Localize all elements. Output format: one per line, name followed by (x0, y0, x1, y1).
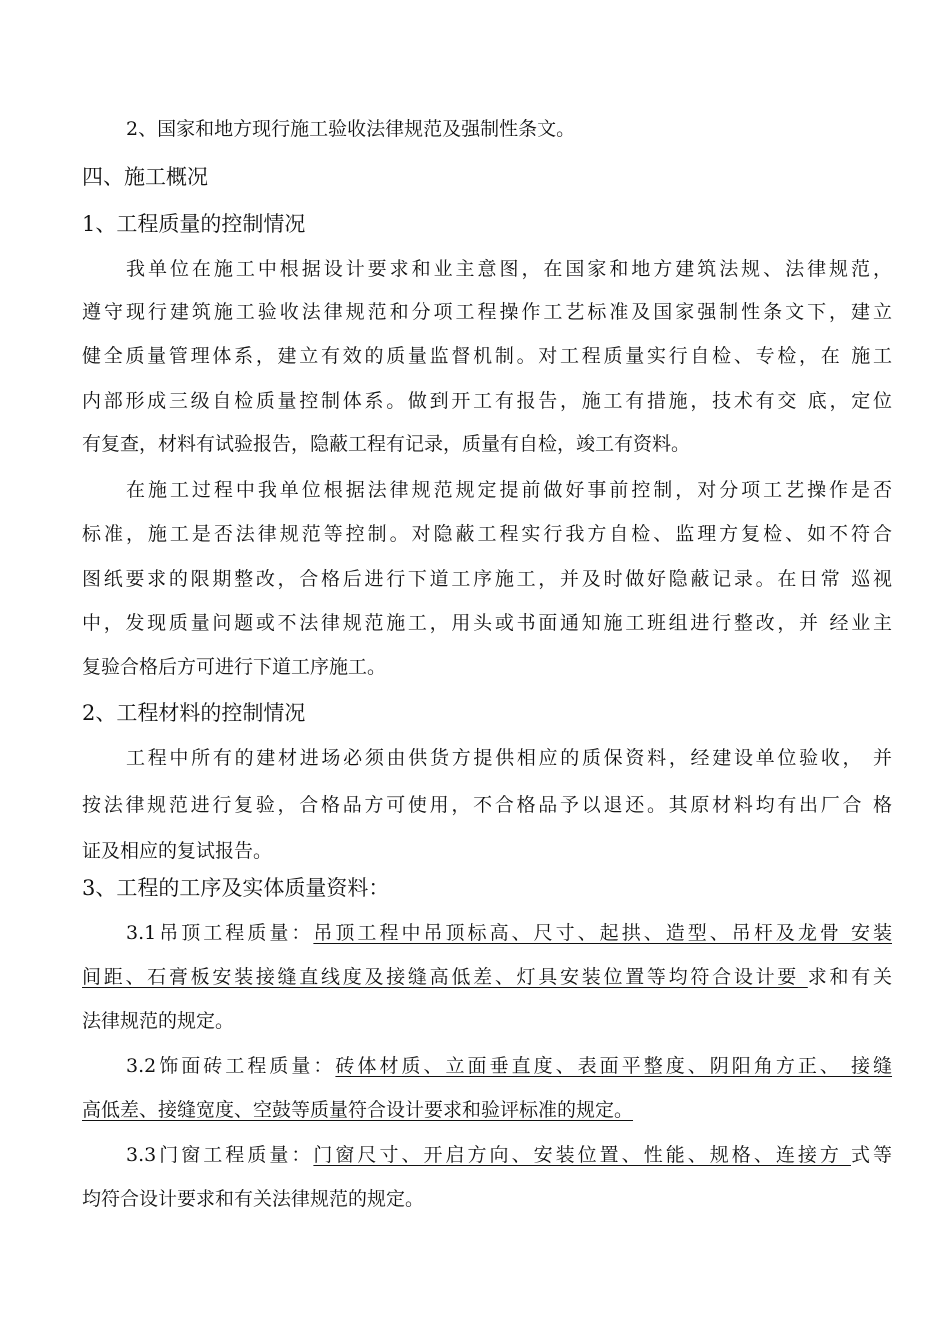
paragraph-line: 复验合格后方可进行下道工序施工。 (82, 656, 387, 678)
underlined-text: 间距、石膏板安装接缝直线度及接缝高低差、灯具安装位置等均符合设计要 (82, 966, 808, 988)
subsection-heading: 3、工程的工序及实体质量资料： (82, 876, 390, 900)
paragraph-line: 我单位在施工中根据设计要求和业主意图，在国家和地方建筑法规、法律规范， (126, 258, 892, 280)
section-heading: 四、施工概况 (82, 165, 208, 189)
paragraph-line: 均符合设计要求和有关法律规范的规定。 (82, 1188, 425, 1210)
paragraph-line (82, 1053, 892, 1079)
subsection-heading: 2、工程材料的控制情况 (82, 701, 306, 725)
item-lead: 3.3门窗工程质量： (126, 1144, 314, 1166)
paragraph-line (82, 920, 892, 946)
underlined-text: 门窗尺寸、开启方向、安装位置、性能、规格、连接方 (313, 1144, 851, 1166)
subsection-heading: 1、工程质量的控制情况 (82, 212, 306, 236)
paragraph-line: 按法律规范进行复验，合格品方可使用，不合格品予以退还。其原材料均有出厂合 格 (82, 794, 892, 816)
paragraph-line: 2、国家和地方现行施工验收法律规范及强制性条文。 (126, 118, 576, 140)
paragraph-line: 在施工过程中我单位根据法律规范规定提前做好事前控制，对分项工艺操作是否 (126, 479, 892, 501)
plain-text: 式等 (850, 1144, 892, 1166)
underlined-text: 砖体材质、立面垂直度、表面平整度、阴阳角方正、 接缝 (335, 1055, 893, 1077)
paragraph-line: 标准，施工是否法律规范等控制。对隐蔽工程实行我方自检、监理方复检、如不符合 (82, 523, 892, 545)
paragraph-line: 法律规范的规定。 (82, 1010, 235, 1032)
paragraph-line: 图纸要求的限期整改，合格后进行下道工序施工，并及时做好隐蔽记录。在日常 巡视 (82, 568, 892, 590)
item-lead: 3.2饰面砖工程质量： (126, 1055, 336, 1077)
paragraph-line (82, 1097, 892, 1123)
paragraph-line: 证及相应的复试报告。 (82, 840, 273, 862)
paragraph-line: 有复查，材料有试验报告，隐蔽工程有记录，质量有自检，竣工有资料。 (82, 433, 691, 455)
paragraph-line: 中，发现质量问题或不法律规范施工，用头或书面通知施工班组进行整改，并 经业主 (82, 612, 892, 634)
item-lead: 3.1吊顶工程质量： (126, 922, 314, 944)
underlined-text: 高低差、接缝宽度、空鼓等质量符合设计要求和验评标准的规定。 (82, 1099, 634, 1121)
underlined-text: 吊顶工程中吊顶标高、尺寸、起拱、造型、吊杆及龙骨 安装 (313, 922, 892, 944)
paragraph-line (82, 964, 892, 990)
paragraph-line: 遵守现行建筑施工验收法律规范和分项工程操作工艺标准及国家强制性条文下，建立 (82, 301, 892, 323)
paragraph-line (82, 1142, 892, 1168)
paragraph-line: 健全质量管理体系，建立有效的质量监督机制。对工程质量实行自检、专检，在 施工 (82, 345, 892, 367)
paragraph-line: 内部形成三级自检质量控制体系。做到开工有报告，施工有措施，技术有交 底，定位 (82, 390, 892, 412)
paragraph-line: 工程中所有的建材进场必须由供货方提供相应的质保资料，经建设单位验收， 并 (126, 747, 892, 769)
plain-text: 求和有关 (807, 966, 892, 988)
